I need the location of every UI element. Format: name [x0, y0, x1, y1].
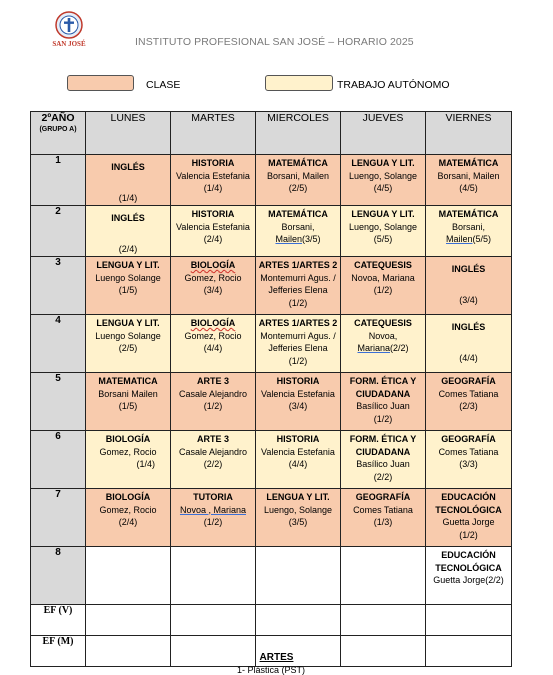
subject-name: MATEMÁTICA	[438, 158, 499, 168]
teacher-name-line2	[427, 233, 510, 246]
session-fraction: (2/2)	[390, 343, 409, 353]
trabajo-autonomo-slot	[171, 206, 256, 257]
clase-slot	[341, 373, 426, 431]
spacer	[427, 334, 510, 343]
trabajo-autonomo-slot	[341, 315, 426, 373]
session-fraction: (4/4)	[203, 343, 223, 353]
clase-slot	[341, 489, 426, 547]
clase-slot	[256, 155, 341, 206]
schedule-row	[31, 206, 512, 257]
teacher-name: Basílico Juan	[356, 401, 410, 411]
schedule-row	[31, 315, 512, 373]
session-fraction: (2/4)	[118, 243, 138, 254]
teacher-name: Borsani Mailen	[98, 388, 158, 399]
empty-slot	[86, 547, 171, 605]
empty-slot	[256, 605, 341, 636]
empty-slot	[86, 605, 171, 636]
trabajo-autonomo-slot	[426, 315, 512, 373]
teacher-name: Gomez, Rocio	[99, 446, 157, 457]
teacher-name-line2	[342, 342, 424, 355]
teacher-name: Borsani,	[281, 221, 315, 232]
slot-content	[426, 431, 511, 472]
trabajo-autonomo-slot	[86, 431, 171, 489]
session-fraction: (4/4)	[288, 459, 308, 469]
session-fraction: (1/2)	[288, 297, 308, 308]
subject-name: ARTES 1/ARTES 2	[258, 260, 338, 270]
clase-slot	[341, 155, 426, 206]
subject-name: EDUCACIÓN TECNOLÓGICA	[435, 492, 502, 515]
teacher-name: Valencia Estefania	[261, 446, 335, 457]
teacher-name: Valencia Estefania	[261, 388, 335, 399]
teacher-name-line2	[257, 342, 339, 355]
schedule-row	[31, 431, 512, 489]
trabajo-autonomo-slot	[171, 431, 256, 489]
session-fraction: (3/5)	[302, 234, 321, 244]
schedule-row	[31, 257, 512, 315]
year-label: 2ºAÑO	[41, 112, 75, 124]
period-number: 4	[31, 315, 86, 373]
slot-content	[86, 315, 170, 356]
teacher-name: Luengo Solange	[95, 272, 161, 283]
subject-name: LENGUA Y LIT.	[351, 209, 415, 219]
teacher-name: Valencia Estefania	[176, 221, 250, 232]
trabajo-autonomo-slot	[256, 206, 341, 257]
header-row	[31, 112, 512, 155]
teacher-name: Basílico Juan	[356, 459, 410, 469]
subject-name: LENGUA Y LIT.	[96, 318, 160, 328]
session-fraction: (3/4)	[203, 285, 223, 295]
period-number: 5	[31, 373, 86, 431]
schedule-row	[31, 373, 512, 431]
session-fraction: (3/4)	[288, 401, 308, 411]
subject-name: INGLÉS	[451, 264, 486, 274]
subject-name: EDUCACIÓN TECNOLÓGICA	[435, 550, 502, 573]
legend-clase-label: CLASE	[146, 79, 181, 91]
subject-name: INGLÉS	[451, 322, 486, 332]
slot-content	[171, 315, 255, 356]
session-fraction: (3/4)	[459, 294, 478, 305]
subject-name: MATEMÁTICA	[268, 209, 328, 219]
subject-name: HISTORIA	[191, 209, 235, 219]
subject-name: LENGUA Y LIT.	[351, 158, 415, 168]
slot-content	[256, 315, 340, 368]
teacher-name-line2	[257, 284, 339, 297]
teacher-name: Gomez, Rocio	[184, 272, 242, 283]
teacher-name: Comes Tatiana	[438, 446, 499, 457]
clase-slot	[86, 155, 171, 206]
subject-name: ARTE 3	[196, 376, 229, 386]
schedule-row	[31, 489, 512, 547]
session-fraction: (1/4)	[118, 192, 138, 203]
teacher-name: Gomez, Rocio	[184, 330, 242, 341]
session-fraction: (1/2)	[203, 517, 223, 527]
spacer	[87, 225, 169, 234]
teacher-name: Borsani, Mailen	[437, 170, 500, 181]
trabajo-autonomo-slot	[86, 315, 171, 373]
trabajo-autonomo-slot	[171, 315, 256, 373]
slot-content	[341, 489, 425, 530]
slot-content	[86, 431, 170, 472]
trabajo-autonomo-slot	[256, 315, 341, 373]
teacher-name: Valencia Estefania	[176, 170, 250, 181]
subject-name: CATEQUESIS	[354, 318, 412, 328]
subject-name: BIOLOGÍA	[105, 492, 151, 502]
legend-ta-swatch	[265, 75, 333, 91]
session-fraction: (2/4)	[203, 234, 223, 244]
schedule-row	[31, 547, 512, 605]
clase-slot	[256, 257, 341, 315]
teacher-name: Guetta Jorge	[442, 517, 495, 527]
slot-content	[341, 315, 425, 356]
subject-name: CATEQUESIS	[354, 260, 412, 270]
spacer	[87, 183, 169, 192]
day-header-jueves: JUEVES	[341, 112, 426, 155]
subject-name: GEOGRAFÍA	[441, 434, 496, 444]
teacher-name: Borsani,	[451, 221, 486, 232]
session-fraction: (1/4)	[136, 459, 155, 469]
teacher-name: Luengo, Solange	[348, 221, 418, 232]
clase-slot	[341, 257, 426, 315]
schedule-row	[31, 155, 512, 206]
subject-name: GEOGRAFÍA	[441, 376, 496, 386]
session-fraction: (4/5)	[373, 183, 393, 193]
subject-name: ARTES 1/ARTES 2	[258, 318, 338, 328]
session-fraction: (4/4)	[459, 352, 478, 363]
empty-slot	[426, 605, 512, 636]
slot-content	[341, 257, 425, 298]
subject-name: HISTORIA	[191, 158, 235, 168]
teacher-name-part: Mailen	[445, 234, 473, 244]
session-fraction: (1/2)	[288, 355, 308, 366]
subject-name: GEOGRAFÍA	[355, 492, 411, 502]
period-number: 2	[31, 206, 86, 257]
period-number: 7	[31, 489, 86, 547]
empty-slot	[171, 605, 256, 636]
clase-slot	[86, 489, 171, 547]
teacher-name: Luengo, Solange	[348, 170, 418, 181]
slot-content	[86, 206, 170, 256]
period-number: 3	[31, 257, 86, 315]
ef-row	[31, 605, 512, 636]
teacher-name: Guetta Jorge(2/2)	[433, 575, 504, 585]
session-fraction: (1/5)	[118, 285, 138, 295]
slot-content	[171, 206, 255, 247]
trabajo-autonomo-slot	[341, 206, 426, 257]
teacher-name: Casale Alejandro	[178, 388, 248, 399]
teacher-name-part: Jefferies Elena	[268, 285, 328, 295]
teacher-name: Luengo, Solange	[263, 504, 333, 515]
clase-slot	[171, 155, 256, 206]
ef-label: EF (M)	[31, 636, 86, 667]
empty-slot	[341, 605, 426, 636]
session-fraction: (1/2)	[373, 285, 393, 295]
slot-content	[171, 155, 255, 196]
session-fraction: (5/5)	[472, 234, 492, 244]
subject-name: TUTORIA	[193, 492, 233, 502]
session-fraction: (1/2)	[203, 401, 223, 411]
teacher-name-line2	[257, 233, 339, 246]
logo-text: SAN JOSÉ	[52, 40, 86, 48]
session-fraction: (2/5)	[288, 183, 308, 193]
session-fraction: (3/3)	[459, 459, 478, 469]
period-number: 8	[31, 547, 86, 605]
slot-content	[171, 431, 255, 472]
subject-name: ARTE 3	[196, 434, 229, 444]
clase-slot	[426, 547, 512, 605]
spacer	[427, 343, 510, 352]
spacer	[427, 285, 510, 294]
period-number: 6	[31, 431, 86, 489]
artes-heading: ARTES	[259, 652, 294, 663]
session-fraction: (2/5)	[118, 343, 138, 353]
subject-name: LENGUA Y LIT.	[266, 492, 330, 502]
legend-ta-label: TRABAJO AUTÓNOMO	[337, 79, 450, 91]
session-fraction: (1/2)	[373, 413, 393, 424]
subject-name: INGLÉS	[111, 162, 145, 172]
teacher-name: Comes Tatiana	[353, 504, 413, 515]
clase-slot	[256, 373, 341, 431]
subject-name: HISTORIA	[276, 376, 320, 386]
clase-slot	[426, 257, 512, 315]
clase-slot	[86, 373, 171, 431]
slot-content	[171, 373, 255, 414]
spacer	[87, 234, 169, 243]
subject-name: MATEMÁTICA	[268, 158, 328, 168]
teacher-name: Montemurri Agus. /	[260, 272, 336, 283]
empty-slot	[171, 547, 256, 605]
slot-content	[426, 206, 511, 247]
session-fraction: (2/2)	[373, 471, 393, 482]
trabajo-autonomo-slot	[256, 431, 341, 489]
slot-content	[86, 155, 170, 205]
teacher-name-part: Jefferies Elena	[268, 343, 328, 353]
day-header-martes: MARTES	[171, 112, 256, 155]
legend-clase-swatch	[67, 75, 134, 91]
session-fraction: (1/5)	[118, 401, 138, 411]
subject-name: LENGUA Y LIT.	[96, 260, 160, 270]
clase-slot	[171, 257, 256, 315]
group-label: (GRUPO A)	[39, 126, 77, 133]
teacher-name: Novoa,	[368, 330, 398, 341]
slot-content	[256, 489, 340, 530]
clase-slot	[426, 155, 512, 206]
slot-content	[341, 206, 425, 247]
teacher-name: Comes Tatiana	[438, 388, 499, 399]
session-fraction: (2/4)	[118, 517, 138, 527]
teacher-name-part: Mailen	[275, 234, 302, 244]
slot-content	[256, 257, 340, 310]
slot-content	[426, 257, 511, 307]
session-fraction: (2/2)	[203, 459, 223, 469]
teacher-name: Montemurri Agus. /	[260, 330, 336, 341]
trabajo-autonomo-slot	[426, 431, 512, 489]
clase-slot	[171, 373, 256, 431]
trabajo-autonomo-slot	[86, 206, 171, 257]
teacher-name-part: Mariana	[357, 343, 390, 353]
session-fraction: (2/3)	[459, 401, 478, 411]
slot-content	[426, 315, 511, 365]
subject-name: FORM. ÉTICA Y CIUDADANA	[349, 376, 417, 399]
spacer	[427, 276, 510, 285]
teacher-name: Novoa , Mariana	[179, 504, 247, 515]
slot-content	[86, 373, 170, 414]
ef-label: EF (V)	[31, 605, 86, 636]
empty-slot	[256, 547, 341, 605]
subject-name: BIOLOGÍA	[105, 434, 151, 444]
session-fraction: (1/2)	[459, 529, 478, 540]
day-header-viernes: VIERNES	[426, 112, 512, 155]
subject-name: MATEMATICA	[98, 376, 158, 386]
slot-content	[341, 373, 425, 426]
slot-content	[86, 489, 170, 530]
spacer	[87, 174, 169, 183]
clase-slot	[86, 257, 171, 315]
subject-name: INGLÉS	[111, 213, 145, 223]
teacher-name: Casale Alejandro	[178, 446, 248, 457]
teacher-name: Luengo Solange	[95, 330, 161, 341]
session-fraction: (5/5)	[373, 234, 393, 244]
session-fraction: (1/3)	[373, 517, 393, 527]
teacher-name: Borsani, Mailen	[266, 170, 330, 181]
slot-content	[426, 489, 511, 542]
period-number: 1	[31, 155, 86, 206]
session-fraction: (4/5)	[459, 183, 478, 193]
session-fraction: (1/4)	[203, 183, 223, 193]
schedule-table	[30, 111, 512, 667]
slot-content	[256, 373, 340, 414]
group-header	[31, 112, 86, 155]
clase-slot	[426, 489, 512, 547]
subject-name: FORM. ÉTICA Y CIUDADANA	[349, 434, 417, 457]
slot-content	[426, 373, 511, 414]
trabajo-autonomo-slot	[426, 206, 512, 257]
slot-content	[86, 257, 170, 298]
clase-slot	[426, 373, 512, 431]
day-header-lunes: LUNES	[86, 112, 171, 155]
slot-content	[256, 155, 340, 196]
slot-content	[341, 155, 425, 196]
subject-name: BIOLOGÍA	[190, 318, 236, 328]
session-fraction: (3/5)	[288, 517, 308, 527]
slot-content	[426, 155, 511, 196]
trabajo-autonomo-slot	[341, 431, 426, 489]
slot-content	[426, 547, 511, 588]
slot-content	[256, 206, 340, 247]
artes-item: 1- Plástica (PST)	[237, 665, 306, 675]
subject-name: MATEMÁTICA	[438, 209, 499, 219]
slot-content	[171, 257, 255, 298]
clase-slot	[171, 489, 256, 547]
subject-name: BIOLOGÍA	[190, 260, 236, 270]
day-header-miercoles: MIERCOLES	[256, 112, 341, 155]
slot-content	[256, 431, 340, 472]
page-title: INSTITUTO PROFESIONAL SAN JOSÉ – HORARIO 2025	[135, 36, 414, 48]
subject-name: HISTORIA	[276, 434, 320, 444]
slot-content	[341, 431, 425, 484]
teacher-name: Novoa, Mariana	[351, 272, 415, 283]
empty-slot	[341, 547, 426, 605]
teacher-name: Gomez, Rocio	[99, 504, 157, 515]
slot-content	[171, 489, 255, 530]
clase-slot	[256, 489, 341, 547]
